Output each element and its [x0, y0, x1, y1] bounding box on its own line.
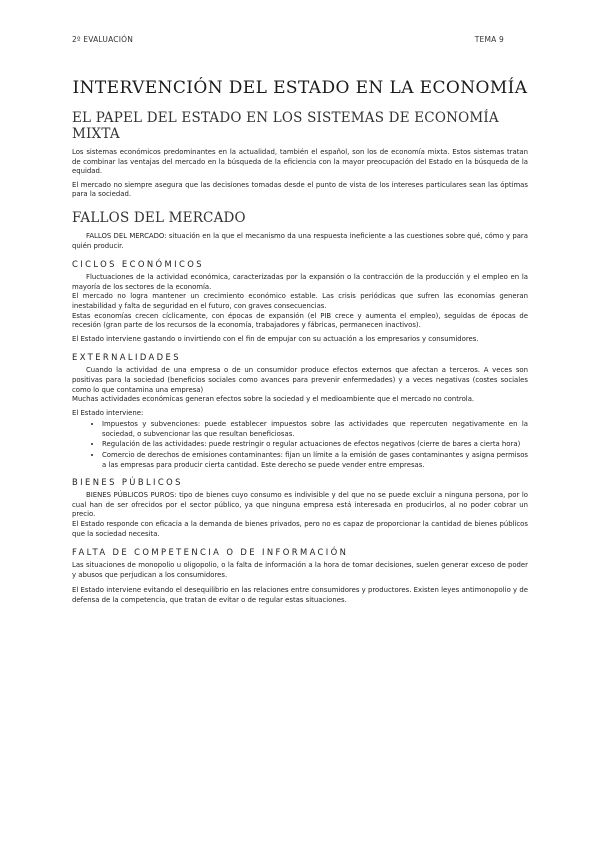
list-item: • Comercio de derechos de emisiones contaminantes: fijan un límite a la emisión de gases contaminantes y asigna permisos a las empresas para producir cierta cantidad. Este derecho se puede vender entre empresas. — [102, 451, 528, 470]
intervention-list — [72, 420, 528, 470]
subheading-ciclos: CICLOS ECONÓMICOS — [72, 259, 204, 270]
paragraph: Muchas actividades económicas generan efectos sobre la sociedad y el medioambiente que el mercado no controla. — [72, 395, 475, 404]
list-item: • Regulación de las actividades: puede restringir o regular actuaciones de efectos negativos (cierre de bares a cierta hora) — [102, 440, 528, 450]
header-topic: TEMA 9 — [474, 35, 504, 44]
subheading-bienes: BIENES PÚBLICOS — [72, 477, 183, 488]
page-title: INTERVENCIÓN DEL ESTADO EN LA ECONOMÍA — [72, 78, 528, 98]
paragraph: Los sistemas económicos predominantes en la actualidad, también el español, son los de economía mixta. Estos sistemas tratan de combinar las ventajas del mercado en la búsqueda de la eficiencia con la mayor preocupación del Estado en la búsqueda de la equidad. — [72, 148, 528, 176]
paragraph: El mercado no logra mantener un crecimiento económico estable. Las crisis periódicas que sufren las economías generan inestabilidad y falta de seguridad en el futuro, con graves consecuencias. — [72, 292, 528, 310]
paragraph: Fluctuaciones de la actividad económica, caracterizadas por la expansión o la contracción de la producción y el empleo en la mayoría de los sectores de la economía. — [72, 273, 528, 291]
paragraph: Las situaciones de monopolio u oligopolio, o la falta de información a la hora de tomar decisiones, suelen generar exceso de poder y abusos que perjudican a los consumidores. — [72, 561, 528, 579]
paragraph: El Estado interviene gastando o invirtiendo con el fin de empujar con su actuación a los empresarios y consumidores. — [72, 334, 479, 343]
paragraph: El Estado responde con eficacia a la demanda de bienes privados, pero no es capaz de proporcionar la cantidad de bienes públicos que la sociedad necesita. — [72, 520, 528, 538]
paragraph: Estas economías crecen cíclicamente, con épocas de expansión (el PIB crece y aumenta el empleo), seguidas de épocas de recesión (gran parte de los recursos de la economía, trabajadores y fábricas, permanecen inactivos). — [72, 311, 528, 330]
paragraph: El mercado no siempre asegura que las decisiones tomadas desde el punto de vista de los intereses particulares sean las óptimas para la sociedad. — [72, 180, 528, 199]
subheading-externalidades: EXTERNALIDADES — [72, 352, 181, 363]
paragraph: Cuando la actividad de una empresa o de un consumidor produce efectos externos que afectan a terceros. A veces son positivas para la sociedad (beneficios sociales como avances para prevenir enfermedades) y a veces negativas (costes sociales como lo que contamina una empresa) — [72, 366, 528, 394]
header-evaluation: 2º EVALUACIÓN — [72, 35, 134, 44]
paragraph: El Estado interviene evitando el desequilibrio en las relaciones entre consumidores y productores. Existen leyes antimonopolio y de defensa de la competencia, que tratan de evitar o de regular estas situaciones. — [72, 586, 528, 604]
page-header — [72, 35, 504, 44]
paragraph: FALLOS DEL MERCADO: situación en la que el mecanismo da una respuesta ineficiente a las cuestiones sobre qué, cómo y para quién producir. — [72, 231, 528, 250]
section-heading-estado: EL PAPEL DEL ESTADO EN LOS SISTEMAS DE ECONOMÍA MIXTA — [72, 110, 499, 142]
subheading-competencia: FALTA DE COMPETENCIA O DE INFORMACIÓN — [72, 547, 349, 558]
section-heading-fallos: FALLOS DEL MERCADO — [72, 209, 246, 226]
paragraph: El Estado interviene: — [72, 408, 144, 417]
document-body — [72, 110, 528, 606]
list-item: • Impuestos y subvenciones: puede establecer impuestos sobre las actividades que repercuten negativamente en la sociedad, o subvencionar las que resultan beneficiosas. — [102, 420, 528, 439]
paragraph: BIENES PÚBLICOS PUROS: tipo de bienes cuyo consumo es indivisible y del que no se puede excluir a ninguna persona, por lo cual han de ser ofrecidos por el sector público, ya que ninguna empresa está interesada en producirlos, al no poder cobrar un precio. — [72, 491, 528, 519]
